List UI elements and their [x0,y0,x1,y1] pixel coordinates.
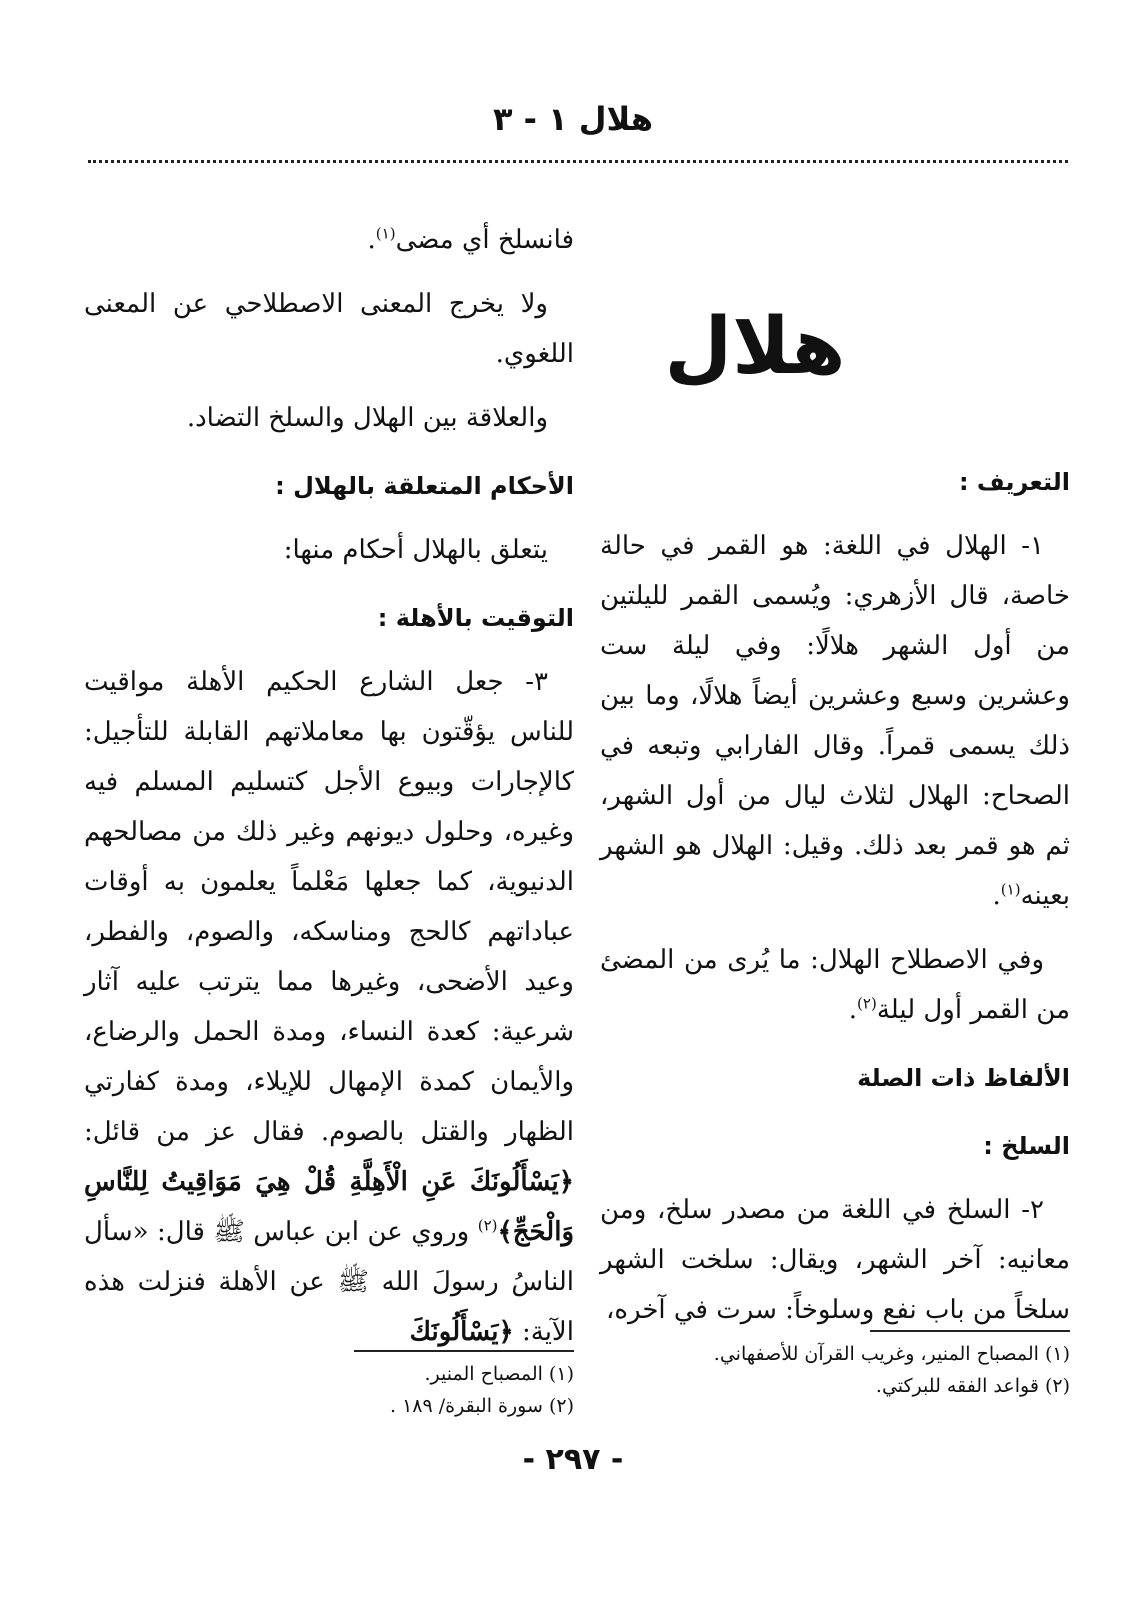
footnote-ref: (١) [1000,880,1021,899]
footnote-ref: (٢) [857,994,877,1013]
paragraph-text: وروي عن ابن عباس ﷺ قال: «سأل الناسُ رسولَ الله ﷺ عن الأهلة فنزلت هذه الآية: [84,1217,574,1347]
left-column [84,215,574,1371]
paragraph-definition-technical: وفي الاصطلاح الهلال: ما يُرى من المضئ من القمر أول ليلة$^{(٢)}$. [600,945,1070,1025]
footnote-ref: (٢) [477,1216,498,1235]
dotted-separator [88,160,1068,163]
footnote-item: (٢) سورة البقرة/ ١٨٩ . [389,1395,574,1417]
footnote-rule [870,1330,1070,1332]
running-head: هلال ١ - ٣ [492,100,653,138]
page-number: - ٢٩٧ - [522,1442,624,1477]
paragraph-text: ١- الهلال في اللغة: هو القمر في حالة خاصة، قال الأزهري: ويُسمى القمر لليلتين من أول الشهر هلالًا: وفي ليلة ست وعشرين وسبع وعشرين أيضاً هلالًا، وما بين ذلك يسمى قمراً. وقال الفارابي وتبعه في الصحاح: الهلال لثلاث ليال من أول الشهر، ثم هو قمر بعد ذلك. وقيل: الهلال هو الشهر بعينه [600,531,1070,911]
paragraph-salkh: ٢- السلخ في اللغة من مصدر سلخ، ومن معانيه: آخر الشهر، ويقال: سلخت الشهر سلخاً من باب نفع وسلوخاً: سرت في آخره، [600,1195,1070,1325]
paragraph-text: فانسلخ أي مضى [395,225,574,255]
definition-heading: التعريف : [958,468,1070,496]
paragraph-relation: والعلاقة بين الهلال والسلخ التضاد. [186,403,548,433]
footnote-rule [354,1350,574,1352]
quran-verse: ﴿يَسْأَلُونَكَ [409,1317,514,1347]
entry-title: هلال [664,302,846,392]
footnote-item: (١) المصباح المنير، وغريب القرآن للأصفهاني. [713,1343,1070,1365]
paragraph-definition-linguistic: ١- الهلال في اللغة: هو القمر في حالة خاصة، قال الأزهري: ويُسمى القمر لليلتين من أول الشهر هلالًا: وفي ليلة ست وعشرين وسبع وعشرين أيضاً هلالًا، وما بين ذلك يسمى قمراً. وقال الفارابي وتبعه في الصحاح: الهلال لثلاث ليال من أول الشهر، ثم هو قمر بعد ذلك. وقيل: الهلال هو الشهر بعينه$^{(١)}$. [600,531,1070,911]
footnotes-right [600,1330,1070,1402]
footnote-item: (١) المصباح المنير. [424,1363,574,1385]
footnote-ref: (١) [375,224,396,243]
quran-verse: ﴿يَسْأَلُونَكَ عَنِ الْأَهِلَّةِ قُلْ هِيَ مَوَاقِيتُ لِلنَّاسِ وَالْحَجِّ﴾ [84,1167,575,1247]
paragraph-meaning: ولا يخرج المعنى الاصطلاحي عن المعنى اللغوي. [84,289,574,369]
paragraph-text: ٣- جعل الشارع الحكيم الأهلة مواقيت للناس يؤقّتون بها معاملاتهم القابلة للتأجيل: كالإجارات وبيوع الأجل كتسليم المسلم فيه وغيره، وحلول ديونهم وغير ذلك من مصالحهم الدنيوية، كما جعلها مَعْلماً يعلمون به أوقات عباداتهم كالحج ومناسكه، والصوم، والفطر، وعيد الأضحى، وغيرها مما يترتب عليه آثار شرعية: كعدة النساء، ومدة الحمل والرضاع، والأيمان كمدة الإمهال للإيلاء، ومدة كفارتي الظهار والقتل بالصوم. فقال عز من قائل: [84,667,574,1147]
salkh-heading: السلخ : [983,1132,1070,1160]
paragraph-timing [84,657,574,1357]
related-terms-heading: الألفاظ ذات الصلة [857,1064,1070,1092]
paragraph-text: وفي الاصطلاح الهلال: ما يُرى من المضئ من القمر أول ليلة [600,945,1070,1025]
paragraph-continuation: فانسلخ أي مضى$^{(١)}$. [367,224,574,255]
right-column [600,215,1070,1349]
timing-heading: التوقيت بالأهلة : [377,604,574,632]
paragraph-rulings-intro: يتعلق بالهلال أحكام منها: [283,535,548,565]
footnote-item: (٢) قواعد الفقه للبركتي. [875,1375,1070,1397]
footnotes-left [84,1350,574,1422]
rulings-heading: الأحكام المتعلقة بالهلال : [275,472,574,500]
